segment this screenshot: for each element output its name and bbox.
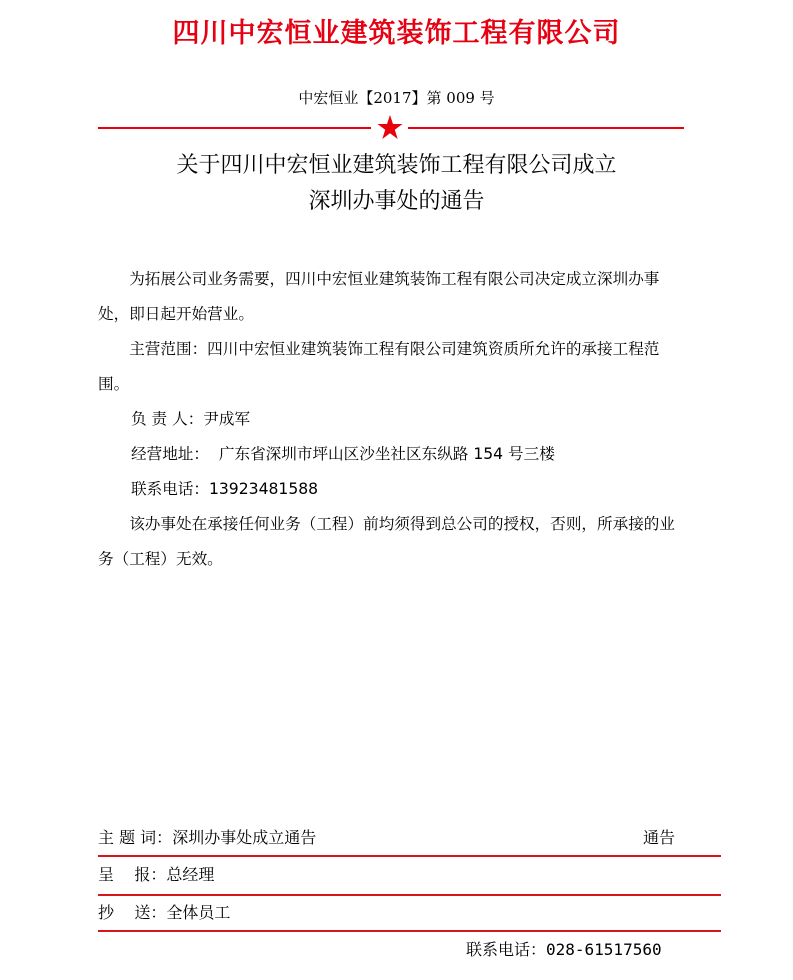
body-paragraph-purpose: 为拓展公司业务需要，四川中宏恒业建筑装饰工程有限公司决定成立深圳办事处，即日起开始营业。 <box>98 270 660 323</box>
subject-keywords-value: 深圳办事处成立通告 <box>172 828 317 847</box>
document-type: 通告 <box>642 828 675 847</box>
contact-phone: 联系电话：028-61517560 <box>466 940 662 959</box>
report-to-value: 总经理 <box>166 865 215 884</box>
footer-divider-2 <box>98 894 721 896</box>
subject-keywords-row <box>98 826 721 850</box>
responsible-person: 负 责 人：尹成军 <box>131 410 251 428</box>
report-to-row <box>98 863 721 887</box>
report-to-label: 呈 报： <box>98 865 167 884</box>
notice-title <box>0 148 793 220</box>
header-divider-right <box>408 127 684 129</box>
cc-value: 全体员工 <box>166 903 231 922</box>
org-name-heading: 四川中宏恒业建筑装饰工程有限公司 <box>172 18 621 49</box>
document-number: 中宏恒业【2017】第 009 号 <box>298 89 495 107</box>
cc-label: 抄 送： <box>98 903 167 922</box>
header-divider-left <box>98 127 371 129</box>
cc-row <box>98 901 721 925</box>
business-address: 经营地址： 广东省深圳市坪山区沙坐社区东纵路 154 号三楼 <box>131 445 555 463</box>
footer-divider-3 <box>98 930 721 932</box>
subject-keywords-label: 主 题 词： <box>98 828 173 847</box>
star-icon <box>376 113 404 141</box>
notice-body <box>98 262 688 577</box>
notice-title-line-2: 深圳办事处的通告 <box>308 189 485 214</box>
star-shape <box>378 115 403 139</box>
footer-divider-1 <box>98 855 721 857</box>
body-paragraph-authorization: 该办事处在承接任何业务（工程）前均须得到总公司的授权，否则，所承接的业务（工程）无效。 <box>98 515 675 568</box>
office-phone: 联系电话：13923481588 <box>131 480 319 498</box>
notice-title-line-1: 关于四川中宏恒业建筑装饰工程有限公司成立 <box>176 153 617 178</box>
body-paragraph-scope: 主营范围：四川中宏恒业建筑装饰工程有限公司建筑资质所允许的承接工程范围。 <box>98 340 660 393</box>
